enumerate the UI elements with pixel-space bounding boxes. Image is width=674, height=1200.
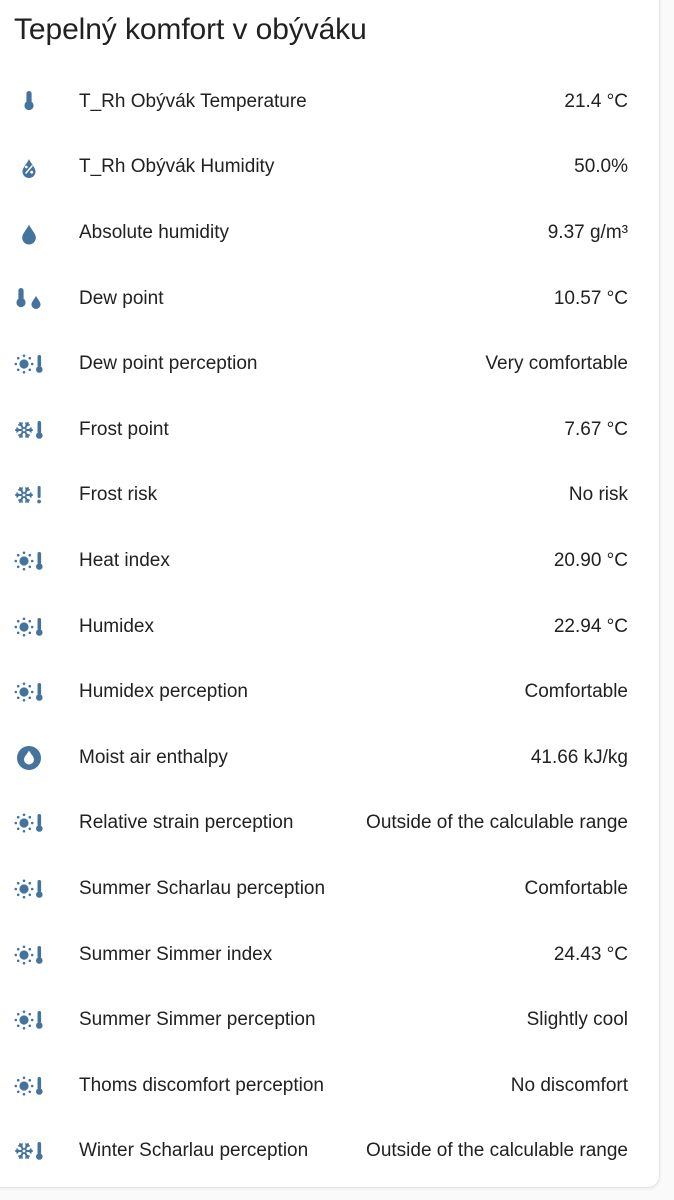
water-percent-icon [9, 147, 49, 187]
sun-thermometer-icon [9, 607, 49, 647]
water-circle-icon [9, 738, 49, 778]
entity-state: 50.0% [574, 156, 628, 178]
sun-thermometer-icon [9, 869, 49, 909]
sun-thermometer-icon [9, 1066, 49, 1106]
entity-row[interactable] [1, 200, 641, 266]
entity-rows [1, 69, 641, 1184]
entity-state: Outside of the calculable range [366, 1140, 628, 1162]
entity-name: Summer Simmer perception [79, 1009, 316, 1031]
entity-state: 21.4 °C [564, 90, 628, 112]
entity-row[interactable] [1, 266, 641, 332]
entity-row[interactable] [1, 331, 641, 397]
entity-state: 7.67 °C [564, 418, 628, 440]
entity-state: 10.57 °C [553, 287, 628, 309]
entity-state: Comfortable [524, 877, 628, 899]
entity-state: 9.37 g/m³ [547, 221, 628, 243]
sun-thermometer-icon [9, 935, 49, 975]
sun-thermometer-icon [9, 672, 49, 712]
entity-name: Frost point [79, 418, 169, 440]
entity-name: Winter Scharlau perception [79, 1140, 309, 1162]
sun-thermometer-icon [9, 344, 49, 384]
entity-row[interactable] [1, 397, 641, 463]
entity-name: Summer Simmer index [79, 943, 273, 965]
entity-row[interactable] [1, 922, 641, 988]
entity-name: Moist air enthalpy [79, 746, 228, 768]
entity-name: Summer Scharlau perception [79, 877, 326, 899]
thermometer-water-icon [9, 279, 49, 319]
entity-state: No risk [568, 484, 628, 506]
entity-row[interactable] [1, 725, 641, 791]
entity-state: Comfortable [524, 681, 628, 703]
water-drop-icon [9, 213, 49, 253]
entity-row[interactable] [1, 463, 641, 529]
entity-row[interactable] [1, 987, 641, 1053]
entity-state: 22.94 °C [553, 615, 628, 637]
entity-name: Absolute humidity [79, 221, 229, 243]
entity-name: T_Rh Obývák Temperature [79, 90, 307, 112]
entity-name: Humidex [79, 615, 154, 637]
snowflake-alert-icon [9, 475, 49, 515]
entity-row[interactable] [1, 594, 641, 660]
entity-state: Slightly cool [526, 1009, 628, 1031]
sun-thermometer-icon [9, 541, 49, 581]
entity-row[interactable] [1, 69, 641, 135]
thermometer-icon [9, 82, 49, 122]
card-title: Tepelný komfort v obýváku [14, 13, 367, 46]
entity-row[interactable] [1, 856, 641, 922]
entity-row[interactable] [1, 528, 641, 594]
sun-thermometer-icon [9, 1000, 49, 1040]
entity-row[interactable] [1, 1053, 641, 1119]
entity-state: 20.90 °C [553, 549, 628, 571]
entity-name: Heat index [79, 549, 170, 571]
snowflake-thermometer-icon [9, 410, 49, 450]
entity-state: Outside of the calculable range [366, 812, 628, 834]
entity-row[interactable] [1, 791, 641, 857]
entity-name: Humidex perception [79, 681, 248, 703]
entity-row[interactable] [1, 1119, 641, 1185]
entity-name: Dew point [79, 287, 164, 309]
sun-thermometer-icon [9, 803, 49, 843]
entity-name: Thoms discomfort perception [79, 1074, 324, 1096]
entity-name: Dew point perception [79, 353, 258, 375]
entity-name: Relative strain perception [79, 812, 294, 834]
entity-name: T_Rh Obývák Humidity [79, 156, 275, 178]
entity-state: No discomfort [510, 1074, 628, 1096]
entity-name: Frost risk [79, 484, 158, 506]
entity-state: Very comfortable [485, 353, 628, 375]
entity-row[interactable] [1, 659, 641, 725]
entity-state: 24.43 °C [553, 943, 628, 965]
entity-state: 41.66 kJ/kg [530, 746, 628, 768]
snowflake-thermometer-icon [9, 1131, 49, 1171]
entity-row[interactable] [1, 135, 641, 201]
